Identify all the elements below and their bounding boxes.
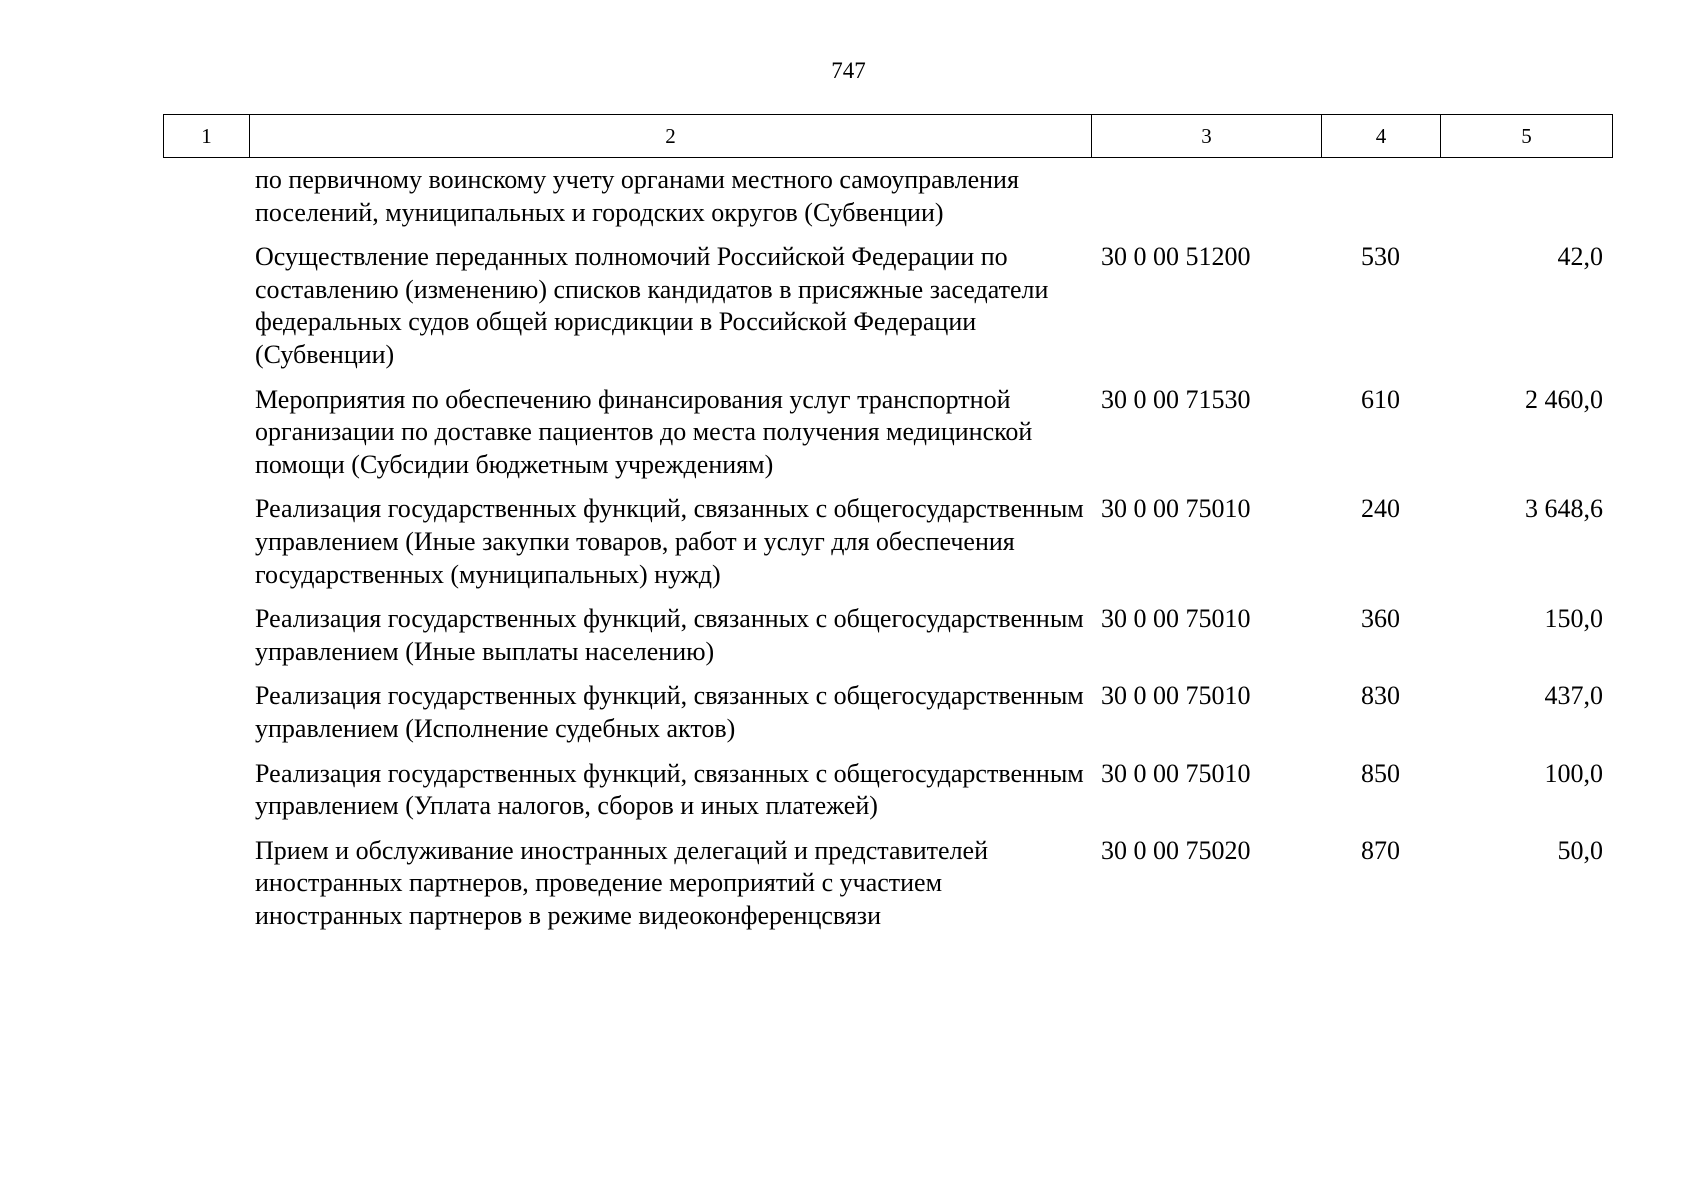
row-number-cell — [163, 241, 249, 371]
expense-type-cell — [1321, 164, 1440, 229]
table-row — [163, 680, 1612, 745]
description-cell: Реализация государственных функций, связанных с общегосударственным управлением (Исполнение судебных актов) — [255, 681, 1084, 743]
table-row — [163, 603, 1612, 668]
target-code-cell: 30 0 00 75010 — [1101, 494, 1251, 524]
amount-cell: 150,0 — [1544, 604, 1603, 634]
target-code-cell: 30 0 00 75010 — [1101, 604, 1251, 634]
budget-table-body — [163, 164, 1612, 944]
row-number-cell — [163, 835, 249, 933]
expense-type-cell: 870 — [1361, 835, 1400, 865]
expense-type-cell: 610 — [1361, 384, 1400, 414]
description-cell: Реализация государственных функций, связанных с общегосударственным управлением (Уплата налогов, сборов и иных платежей) — [255, 758, 1084, 821]
row-number-cell — [163, 384, 249, 482]
expense-type-cell: 240 — [1361, 494, 1400, 524]
header-cell-5: 5 — [1441, 115, 1613, 158]
amount-cell: 2 460,0 — [1525, 384, 1603, 414]
target-code-cell: 30 0 00 75010 — [1101, 758, 1251, 788]
target-code-cell: 30 0 00 75010 — [1101, 681, 1251, 711]
description-cell: Реализация государственных функций, связанных с общегосударственным управлением (Иные выплаты населению) — [255, 604, 1084, 666]
header-row — [164, 115, 1613, 158]
description-cell: Мероприятия по обеспечению финансирования услуг транспортной организации по доставке пациентов до места получения медицинской помощи (Субсидии бюджетным учреждениям) — [255, 384, 1033, 479]
page-number: 747 — [831, 58, 866, 83]
table-row — [163, 493, 1612, 591]
table-row — [163, 384, 1612, 482]
table-row — [163, 241, 1612, 371]
header-cell-1: 1 — [164, 115, 250, 158]
amount-cell — [1440, 164, 1612, 229]
expense-type-cell: 530 — [1361, 242, 1400, 272]
table-row — [163, 758, 1612, 823]
description-cell: Прием и обслуживание иностранных делегаций и представителей иностранных партнеров, проведение мероприятий с участием иностранных партнеров в режиме видеоконференцсвязи — [255, 835, 989, 930]
amount-cell: 50,0 — [1557, 835, 1603, 865]
target-code-cell — [1091, 164, 1321, 229]
row-number-cell — [163, 758, 249, 823]
row-number-cell — [163, 680, 249, 745]
table-row — [163, 835, 1612, 933]
amount-cell: 437,0 — [1544, 681, 1603, 711]
description-cell: Осуществление переданных полномочий Российской Федерации по составлению (изменению) списков кандидатов в присяжные заседатели федеральных судов общей юрисдикции в Российской Федерации (Субвенции) — [255, 242, 1049, 369]
table-row — [163, 164, 1612, 229]
header-cell-3: 3 — [1092, 115, 1322, 158]
description-cell: по первичному воинскому учету органами местного самоуправления поселений, муниципальных и городских округов (Субвенции) — [255, 165, 1019, 227]
expense-type-cell: 360 — [1361, 604, 1400, 634]
target-code-cell: 30 0 00 75020 — [1101, 835, 1251, 865]
amount-cell: 3 648,6 — [1525, 494, 1603, 524]
amount-cell: 42,0 — [1557, 242, 1603, 272]
row-number-cell — [163, 603, 249, 668]
amount-cell: 100,0 — [1544, 758, 1603, 788]
header-cell-2: 2 — [250, 115, 1092, 158]
row-number-cell — [163, 493, 249, 591]
column-number-header — [163, 114, 1613, 158]
row-number-cell — [163, 164, 249, 229]
header-cell-4: 4 — [1322, 115, 1441, 158]
target-code-cell: 30 0 00 51200 — [1101, 242, 1251, 272]
target-code-cell: 30 0 00 71530 — [1101, 384, 1251, 414]
description-cell: Реализация государственных функций, связанных с общегосударственным управлением (Иные закупки товаров, работ и услуг для обеспечения государственных (муниципальных) нужд) — [255, 494, 1084, 589]
expense-type-cell: 830 — [1361, 681, 1400, 711]
expense-type-cell: 850 — [1361, 758, 1400, 788]
